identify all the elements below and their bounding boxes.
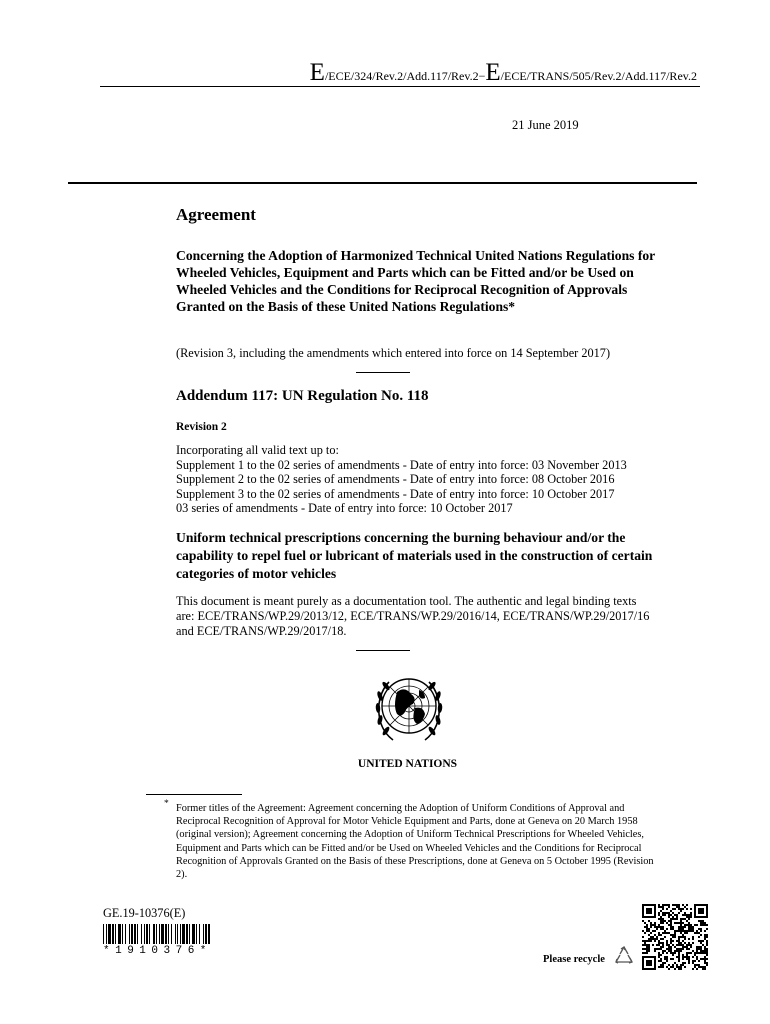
symbol-text: /ECE/TRANS/505/Rev.2/Add.117/Rev.2 xyxy=(500,69,697,83)
footnote-text: Former titles of the Agreement: Agreement concerning the Adoption of Uniform Conditions of Approval and Reciprocal Recognition of Approval for Motor Vehicle Equipment and Parts, done at Geneva on 20 March 1958 (original version); Agreement concerning the Adoption of Uniform Technical Prescriptions for Wheeled Vehicles, Equipment and Parts which can be Fitted and/or be Used on Wheeled Vehicles and the Conditions for Reciprocal Recognition of Approvals Granted on the Basis of these Prescriptions, done at Geneva on 5 October 1995 (Revision 2). xyxy=(176,803,654,881)
un-emblem-icon xyxy=(367,666,451,750)
symbol-letter: E xyxy=(309,59,325,86)
recycle-label: Please recycle xyxy=(543,954,605,965)
symbol-letter: E xyxy=(485,59,501,86)
recycle-icon xyxy=(612,944,636,968)
agreement-title: Agreement xyxy=(176,205,256,224)
revision-note: (Revision 3, including the amendments which entered into force on 14 September 2017) xyxy=(176,346,611,360)
separator-rule xyxy=(356,372,410,373)
barcode-icon xyxy=(103,924,213,944)
footnote-rule xyxy=(146,794,242,795)
list-item: Supplement 2 to the 02 series of amendments - Date of entry into force: 08 October 2016 xyxy=(176,472,615,487)
revision-label: Revision 2 xyxy=(176,421,227,433)
incorporation-list xyxy=(176,443,627,516)
list-item: Supplement 1 to the 02 series of amendments - Date of entry into force: 03 November 2013 xyxy=(176,457,627,472)
qr-code-icon xyxy=(642,904,708,970)
symbol-text: /ECE/324/Rev.2/Add.117/Rev.2 xyxy=(324,69,479,83)
document-number: GE.19-10376(E) xyxy=(103,906,186,920)
footnote-mark: * xyxy=(164,799,169,809)
regulation-title: Uniform technical prescriptions concerning the burning behaviour and/or the capability to repel fuel or lubricant of materials used in the construction of certain categories of motor vehicles xyxy=(176,530,653,581)
symbol-separator: − xyxy=(478,69,486,83)
agreement-subtitle: Concerning the Adoption of Harmonized Technical United Nations Regulations for Wheeled Vehicles, Equipment and Parts which can be Fitted and/or be Used on Wheeled Vehicles and the Conditions for Reciprocal Recognition of Approvals Granted on the Basis of these United Nations Regulations* xyxy=(176,248,655,314)
header-thick-rule xyxy=(68,182,697,184)
list-item: Incorporating all valid text up to: xyxy=(176,443,339,457)
document-symbol xyxy=(310,60,697,85)
organization-name: UNITED NATIONS xyxy=(357,758,458,770)
documentation-note: This document is meant purely as a documentation tool. The authentic and legal binding texts are: ECE/TRANS/WP.29/2013/12, ECE/TRANS/WP.29/2016/14, ECE/TRANS/WP.29/2017/16 and ECE/TRANS/WP.29/2017/18. xyxy=(176,594,650,638)
separator-rule xyxy=(356,650,410,651)
barcode-text: *1910376* xyxy=(103,945,212,957)
addendum-title: Addendum 117: UN Regulation No. 118 xyxy=(176,388,429,404)
document-date: 21 June 2019 xyxy=(512,118,579,132)
list-item: 03 series of amendments - Date of entry into force: 10 October 2017 xyxy=(176,501,513,516)
header-rule xyxy=(100,86,700,87)
list-item: Supplement 3 to the 02 series of amendments - Date of entry into force: 10 October 2017 xyxy=(176,486,615,501)
